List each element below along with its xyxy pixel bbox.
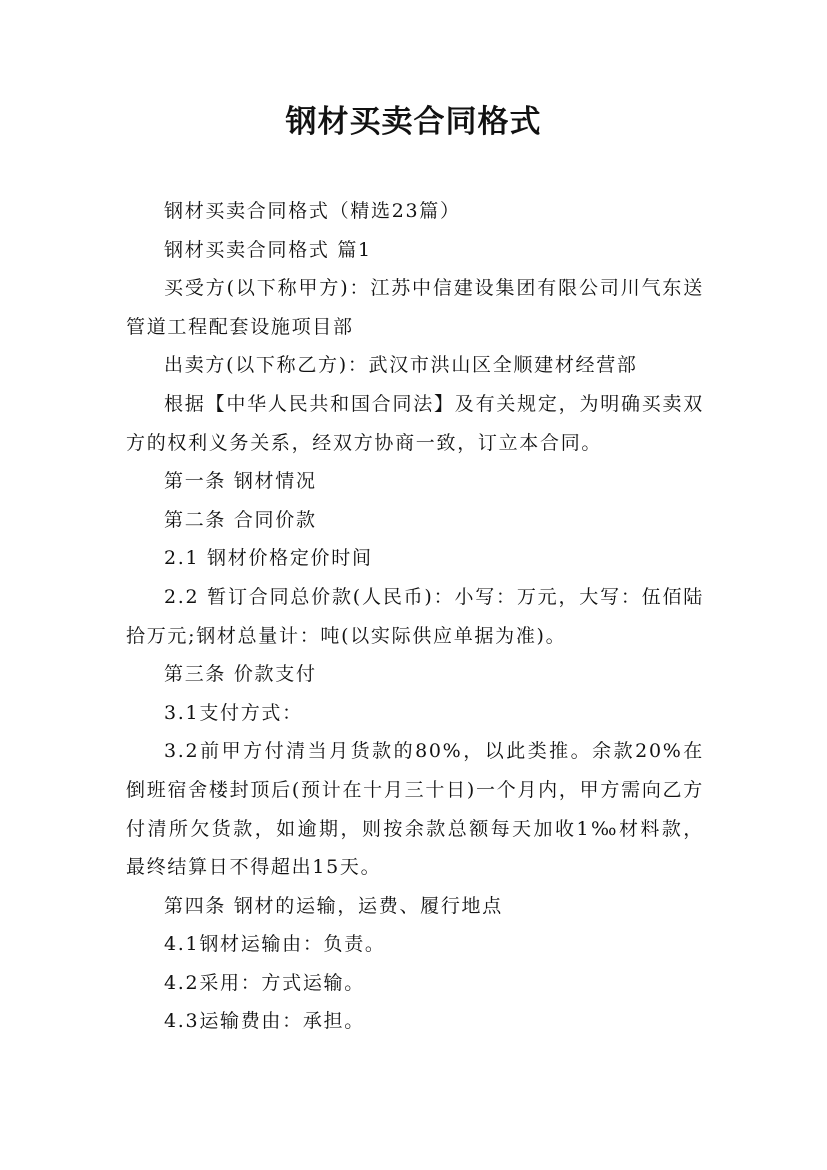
paragraph: 买受方(以下称甲方)：江苏中信建设集团有限公司川气东送管道工程配套设施项目部 (126, 277, 704, 338)
section-heading: 第四条 钢材的运输，运费、履行地点 (164, 894, 503, 917)
paragraph: 4.1钢材运输由：负责。 (164, 933, 386, 956)
paragraph: 3.1支付方式： (164, 701, 303, 724)
paragraph: 2.2 暂订合同总价款(人民币)：小写：万元，大写：伍佰陆拾万元;钢材总量计：吨(以实际供应单据为准)。 (126, 585, 704, 647)
document-body (126, 192, 704, 1041)
paragraph: 3.2前甲方付清当月货款的80%，以此类推。余款20%在倒班宿舍楼封顶后(预计在十月三十日)一个月内，甲方需向乙方付清所欠货款，如逾期，则按余款总额每天加收1‰材料款，最终结算日不得超出15天。 (126, 740, 704, 879)
paragraph: 钢材买卖合同格式 篇1 (164, 238, 372, 261)
paragraph: 出卖方(以下称乙方)：武汉市洪山区全顺建材经营部 (164, 354, 638, 377)
paragraph: 4.2采用：方式运输。 (164, 971, 365, 994)
paragraph: 钢材买卖合同格式（精选23篇） (164, 200, 461, 222)
document-title: 钢材买卖合同格式 (285, 104, 542, 140)
section-heading: 第一条 钢材情况 (164, 470, 317, 493)
paragraph: 根据【中华人民共和国合同法】及有关规定，为明确买卖双方的权利义务关系，经双方协商一致，订立本合同。 (126, 392, 704, 454)
paragraph: 4.3运输费由：承担。 (164, 1010, 365, 1033)
section-heading: 第三条 价款支付 (164, 663, 317, 686)
section-heading: 第二条 合同价款 (164, 508, 317, 531)
paragraph: 2.1 钢材价格定价时间 (164, 547, 373, 570)
